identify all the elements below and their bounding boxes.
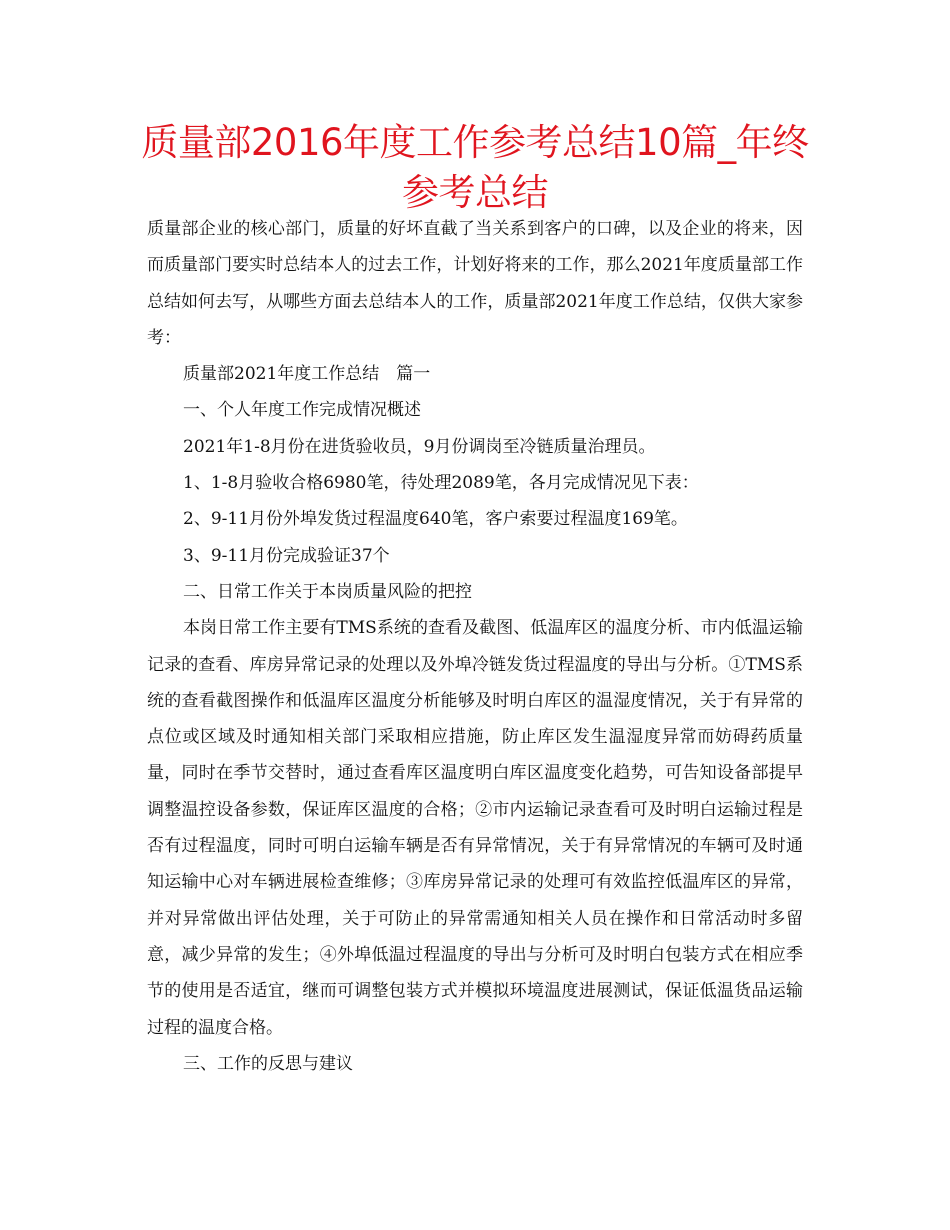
paragraph-daily-work: 本岗日常工作主要有TMS系统的查看及截图、低温库区的温度分析、市内低温运输记录的查看、库房异常记录的处理以及外埠冷链发货过程温度的导出与分析。①TMS系统的查看截图操作和低温库区温度分析能够及时明白库区的温湿度情况，关于有异常的点位或区域及时通知相关部门采取相应措施，防止库区发生温湿度异常而妨碍药质量量，同时在季节交替时，通过查看库区温度明白库区温度变化趋势，可告知设备部提早调整温控设备参数，保证库区温度的合格；②市内运输记录查看可及时明白运输过程是否有过程温度，同时可明白运输车辆是否有异常情况，关于有异常情况的车辆可及时通知运输中心对车辆进展检查维修；③库房异常记录的处理可有效监控低温库区的异常，并对异常做出评估处理，关于可防止的异常需通知相关人员在操作和日常活动时多留意，减少异常的发生；④外埠低温过程温度的导出与分析可及时明白包装方式在相应季节的使用是否适宜，继而可调整包装方式并模拟环境温度进展测试，保证低温货品运输过程的温度合格。: [147, 618, 803, 1038]
paragraph-job-change: 2021年1-8月份在进货验收员，9月份调岗至冷链质量治理员。: [183, 436, 656, 457]
subheading-reflection: 三、工作的反思与建议: [183, 1053, 353, 1074]
document-body: [147, 211, 803, 1082]
list-item-verification: 3、9-11月份完成验证37个: [183, 545, 390, 566]
document-title: 质量部2016年度工作参考总结10篇_年终参考总结: [141, 121, 809, 214]
list-item-acceptance: 1、1-8月验收合格6980笔，待处理2089笔，各月完成情况见下表：: [183, 473, 699, 494]
subheading-risk-control: 二、日常工作关于本岗质量风险的把控: [183, 581, 472, 602]
list-item-shipping-temperature: 2、9-11月份外埠发货过程温度640笔，客户索要过程温度169笔。: [183, 509, 688, 530]
section-heading-part-one: 质量部2021年度工作总结 篇一: [183, 364, 431, 385]
intro-paragraph: 质量部企业的核心部门，质量的好坏直截了当关系到客户的口碑，以及企业的将来，因而质量部门要实时总结本人的过去工作，计划好将来的工作，那么2021年度质量部工作总结如何去写，从哪些方面去总结本人的工作，质量部2021年度工作总结，仅供大家参考：: [147, 219, 803, 348]
subheading-annual-overview: 一、个人年度工作完成情况概述: [183, 400, 421, 421]
